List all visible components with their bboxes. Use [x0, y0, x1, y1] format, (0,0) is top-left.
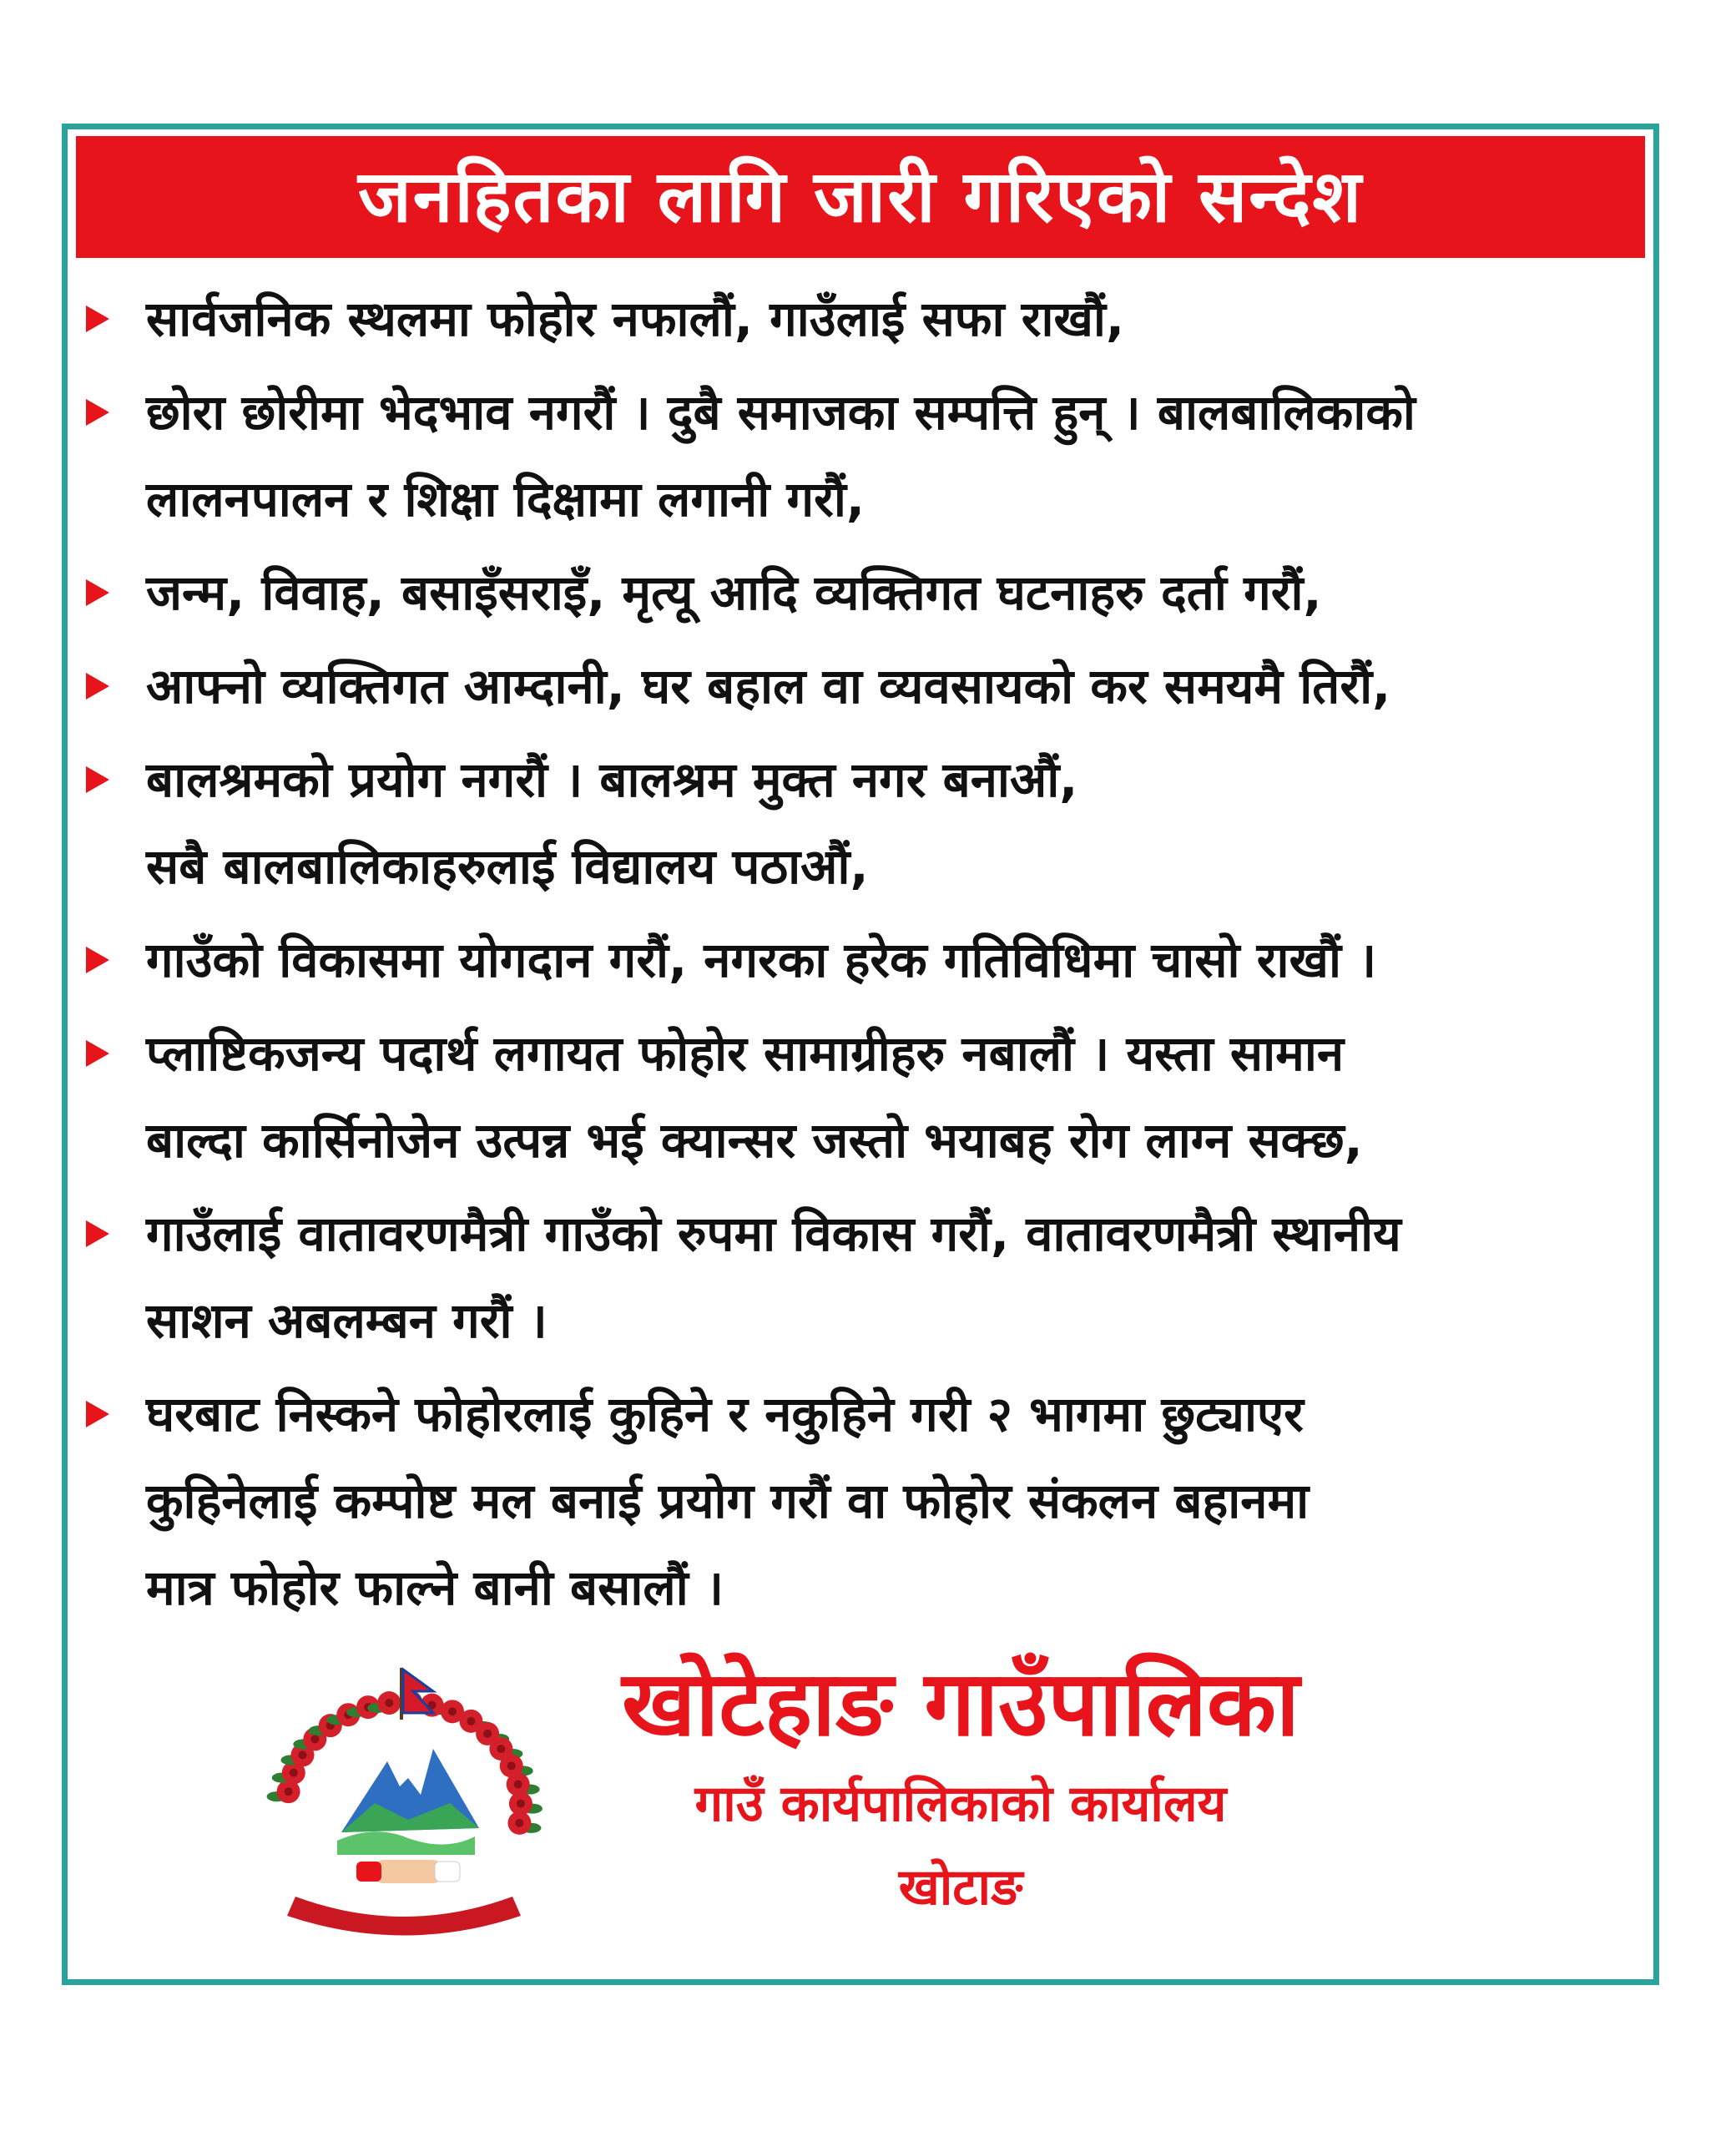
red-triangle-bullet-icon — [86, 766, 109, 793]
red-triangle-bullet-icon — [86, 579, 109, 606]
red-triangle-bullet-icon — [86, 947, 109, 973]
red-triangle-bullet-icon — [86, 399, 109, 426]
message-line: मात्र फोहोर फाल्ने बानी बसालौं । — [146, 1559, 724, 1616]
red-triangle-bullet-icon — [86, 1401, 109, 1427]
message-line: घरबाट निस्कने फोहोरलाई कुहिने र नकुहिने गरी २ भागमा छुट्याएर — [146, 1386, 1304, 1442]
message-item — [68, 549, 1653, 636]
page-title: जनहितका लागि जारी गरिएको सन्देश — [358, 155, 1363, 239]
message-item — [68, 369, 1653, 543]
red-triangle-bullet-icon — [86, 1220, 109, 1247]
message-line: बाल्दा कार्सिनोजेन उत्पन्न भई क्यान्सर जस्तो भयाबह रोग लाग्न सक्छ, — [146, 1112, 1363, 1169]
office-name: खोटेहाङ गाउँपालिका — [622, 1652, 1299, 1756]
message-line: कुहिनेलाई कम्पोष्ट मल बनाई प्रयोग गरौं वा फोहोर संकलन बहानमा — [146, 1473, 1310, 1529]
poster-frame — [62, 124, 1659, 1985]
message-item — [68, 736, 1653, 910]
message-line: सार्वजनिक स्थलमा फोहोर नफालौं, गाउँलाई सफा राखौं, — [146, 290, 1124, 347]
message-line: साशन अबलम्बन गरौं । — [146, 1292, 548, 1349]
title-banner — [76, 136, 1645, 258]
message-item — [68, 917, 1653, 1003]
message-item — [68, 275, 1653, 362]
message-line: छोरा छोरीमा भेदभाव नगरौं । दुबै समाजका सम्पत्ति हुन् । बालबालिकाको — [146, 384, 1416, 441]
office-place: खोटाङ — [898, 1858, 1023, 1917]
message-item — [68, 1190, 1653, 1364]
footer — [68, 1628, 1653, 1978]
red-triangle-bullet-icon — [86, 1040, 109, 1067]
message-line: गाउँको विकासमा योगदान गरौं, नगरका हरेक गतिविधिमा चासो राखौं । — [146, 932, 1377, 988]
message-line: सबै बालबालिकाहरुलाई विद्यालय पठाऔं, — [146, 838, 869, 895]
message-line: प्लाष्टिकजन्य पदार्थ लगायत फोहोर सामाग्रीहरु नबालौं । यस्ता सामान — [146, 1025, 1345, 1082]
message-line: गाउँलाई वातावरणमैत्री गाउँको रुपमा विकास गरौं, वातावरणमैत्री स्थानीय — [146, 1205, 1401, 1262]
message-line: बालश्रमको प्रयोग नगरौं । बालश्रम मुक्त नगर बनाऔं, — [146, 751, 1078, 808]
message-line: जन्म, विवाह, बसाइँसराइँ, मृत्यू आदि व्यक्तिगत घटनाहरु दर्ता गरौं, — [146, 564, 1322, 621]
message-item — [68, 1010, 1653, 1184]
nepal-government-emblem — [250, 1661, 558, 1937]
message-item — [68, 1371, 1653, 1631]
office-subtitle: गाउँ कार्यपालिकाको कार्यालय — [694, 1775, 1227, 1833]
message-line: आफ्नो व्यक्तिगत आम्दानी, घर बहाल वा व्यवसायको कर समयमै तिरौं, — [146, 658, 1391, 715]
red-triangle-bullet-icon — [86, 306, 109, 332]
message-item — [68, 643, 1653, 730]
message-list — [68, 275, 1653, 1638]
red-triangle-bullet-icon — [86, 673, 109, 700]
message-line: लालनपालन र शिक्षा दिक्षामा लगानी गरौं, — [146, 471, 865, 528]
